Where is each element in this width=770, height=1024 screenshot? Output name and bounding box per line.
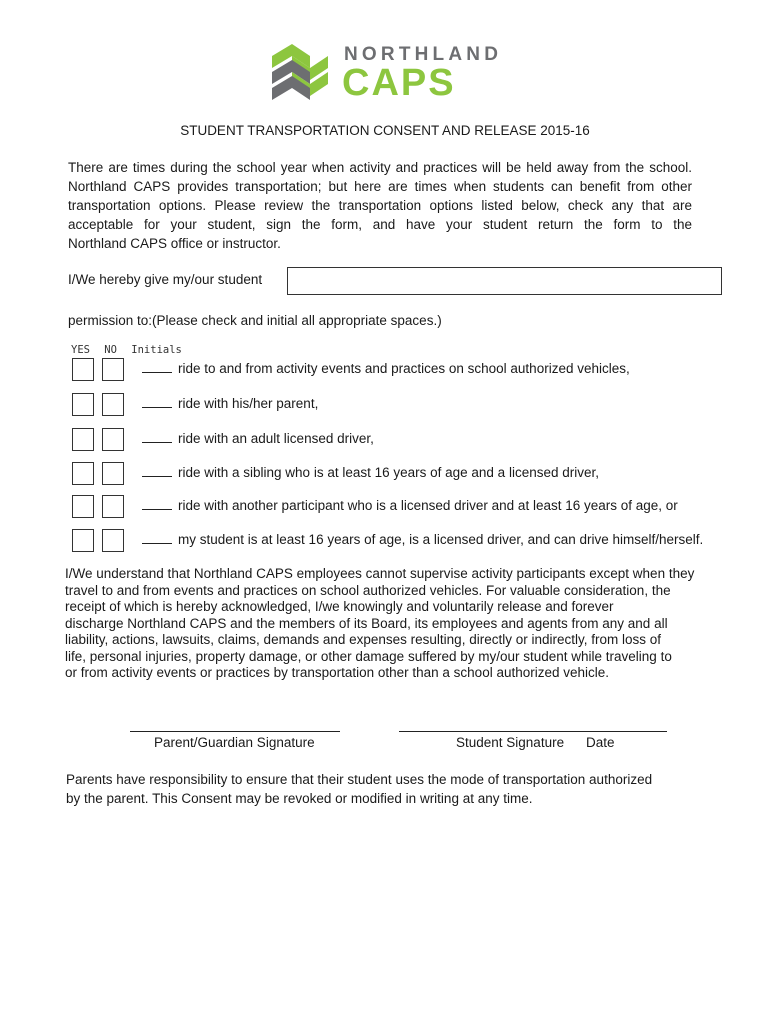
option-school-vehicle bbox=[70, 358, 760, 382]
initials-blank[interactable] bbox=[142, 498, 172, 510]
logo-text-northland: NORTHLAND bbox=[344, 44, 503, 65]
release-line: discharge Northland CAPS and the members of its Board, its employees and agents from any and all bbox=[65, 615, 668, 631]
release-line: liability, actions, lawsuits, claims, demands and expenses resulting, directly or indirectly, from loss of bbox=[65, 632, 661, 647]
date-label: Date bbox=[586, 735, 615, 750]
page-title: STUDENT TRANSPORTATION CONSENT AND RELEASE 2015-16 bbox=[180, 123, 590, 138]
release-line: or from activity events or practices by transportation other than a school authorized vehicle. bbox=[65, 665, 610, 680]
release-line: I/We understand that Northland CAPS employees cannot supervise activity participants except when they bbox=[65, 566, 695, 581]
column-headers bbox=[71, 344, 188, 356]
logo-text-caps: CAPS bbox=[342, 62, 456, 104]
initials-column-header: Initials bbox=[131, 344, 182, 356]
yes-checkbox[interactable] bbox=[72, 495, 94, 518]
release-line: travel to and from events and practices on school authorized vehicles. For valuable consideration, the bbox=[65, 582, 671, 598]
no-checkbox[interactable] bbox=[102, 529, 124, 552]
release-paragraph bbox=[65, 566, 725, 682]
student-signature-line[interactable] bbox=[399, 731, 667, 732]
footer-line: by the parent. This Consent may be revoked or modified in writing at any time. bbox=[66, 791, 533, 806]
footer-paragraph bbox=[66, 770, 706, 808]
initials-blank[interactable] bbox=[142, 396, 172, 408]
option-parent bbox=[70, 393, 760, 417]
no-checkbox[interactable] bbox=[102, 495, 124, 518]
initials-blank[interactable] bbox=[142, 465, 172, 477]
parent-signature-line[interactable] bbox=[130, 731, 340, 732]
northland-caps-logo bbox=[270, 42, 510, 106]
intro-line: There are times during the school year when activity and practices will be held away from the school. bbox=[68, 160, 692, 175]
option-adult-driver bbox=[70, 428, 760, 452]
option-text: ride with an adult licensed driver, bbox=[178, 431, 374, 446]
yes-column-header: YES bbox=[71, 344, 90, 356]
option-sibling bbox=[70, 462, 760, 486]
option-self-drive bbox=[70, 529, 760, 553]
no-checkbox[interactable] bbox=[102, 462, 124, 485]
option-text: ride with his/her parent, bbox=[178, 396, 319, 411]
student-name-field[interactable] bbox=[287, 267, 722, 295]
no-checkbox[interactable] bbox=[102, 358, 124, 381]
option-text: ride with another participant who is a licensed driver and at least 16 years of age, or bbox=[178, 498, 678, 513]
student-name-label: I/We hereby give my/our student bbox=[68, 272, 263, 287]
initials-blank[interactable] bbox=[142, 431, 172, 443]
no-checkbox[interactable] bbox=[102, 428, 124, 451]
option-text: my student is at least 16 years of age, is a licensed driver, and can drive himself/herself. bbox=[178, 532, 704, 547]
intro-line: acceptable for your student, sign the form, and have your student return the form to the bbox=[68, 217, 692, 232]
yes-checkbox[interactable] bbox=[72, 428, 94, 451]
yes-checkbox[interactable] bbox=[72, 529, 94, 552]
yes-checkbox[interactable] bbox=[72, 393, 94, 416]
parent-signature-label: Parent/Guardian Signature bbox=[154, 735, 315, 750]
release-line: life, personal injuries, property damage, or other damage suffered by my/our student while traveling to bbox=[65, 648, 672, 664]
footer-line: Parents have responsibility to ensure that their student uses the mode of transportation authorized bbox=[66, 772, 653, 787]
yes-checkbox[interactable] bbox=[72, 462, 94, 485]
intro-line: Northland CAPS office or instructor. bbox=[68, 236, 281, 251]
intro-line: Northland CAPS provides transportation; but here are times when students can benefit from other bbox=[68, 179, 692, 194]
option-text: ride with a sibling who is at least 16 years of age and a licensed driver, bbox=[178, 465, 599, 480]
no-column-header: NO bbox=[104, 344, 117, 356]
initials-blank[interactable] bbox=[142, 532, 172, 544]
option-text: ride to and from activity events and practices on school authorized vehicles, bbox=[178, 361, 630, 376]
initials-blank[interactable] bbox=[142, 361, 172, 373]
yes-checkbox[interactable] bbox=[72, 358, 94, 381]
intro-line: transportation options. Please review the transportation options listed below, check any that are bbox=[68, 198, 692, 213]
no-checkbox[interactable] bbox=[102, 393, 124, 416]
release-line: receipt of which is hereby acknowledged, I/we knowingly and voluntarily release and forever bbox=[65, 599, 614, 614]
intro-paragraph bbox=[68, 158, 692, 253]
option-participant bbox=[70, 495, 760, 519]
permission-instructions: permission to:(Please check and initial all appropriate spaces.) bbox=[68, 313, 442, 328]
chevron-logo-icon bbox=[270, 42, 340, 106]
student-signature-label: Student Signature bbox=[456, 735, 565, 750]
